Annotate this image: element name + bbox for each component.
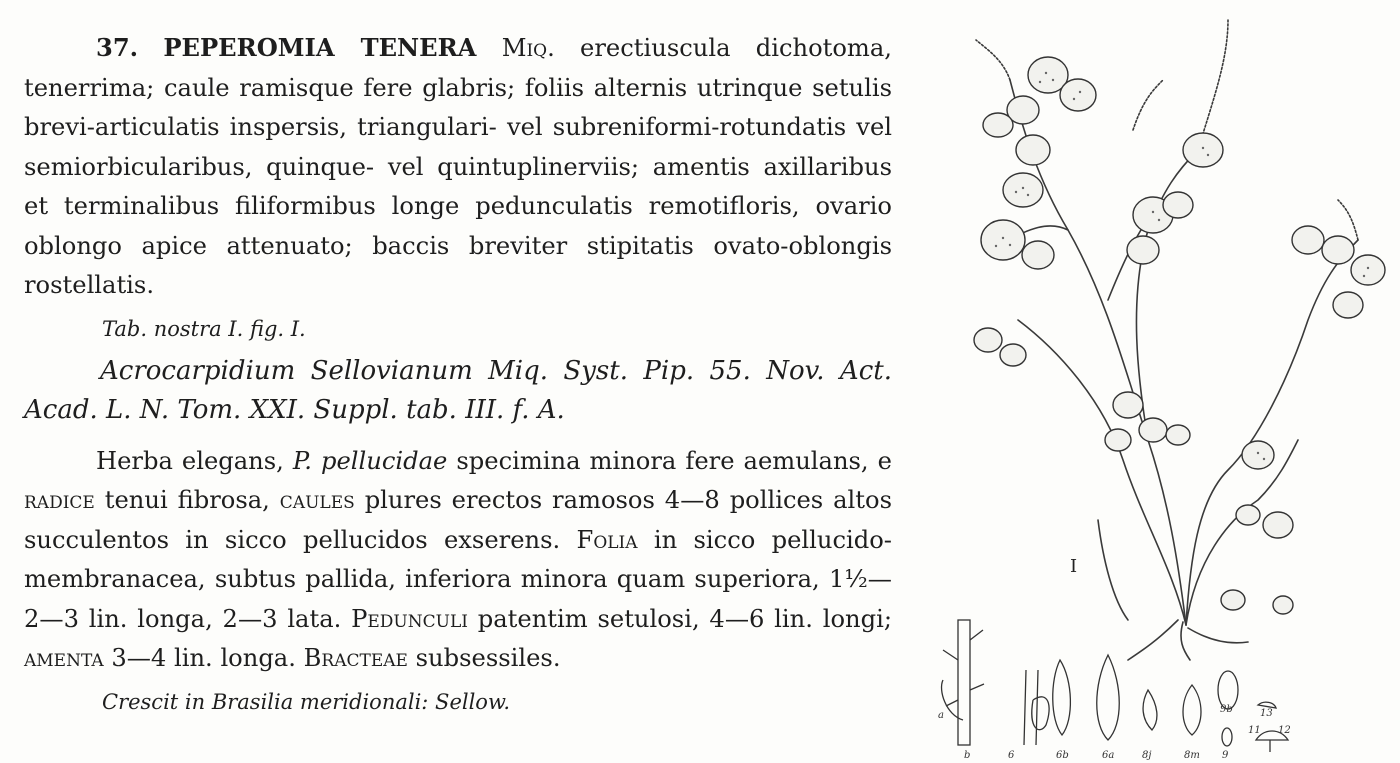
desc-term-bracteae: Bracteae [303, 644, 408, 672]
text-column [24, 28, 892, 717]
botanical-plate [928, 0, 1400, 763]
habitat-note: Crescit in Brasilia meridionali: Sellow. [102, 689, 511, 714]
desc-term-amenta: amenta [24, 644, 104, 672]
detail-label: a [938, 710, 944, 721]
stem-detail [958, 620, 970, 745]
detail-label: 9 [1222, 750, 1229, 761]
desc-text: 3—4 lin. longa. [111, 644, 296, 672]
detail-label: 9b [1220, 704, 1233, 715]
desc-species-ref: P. pellucidae [292, 446, 448, 475]
detail-label: b [964, 750, 971, 761]
diagnosis-text: erectiuscula dichotoma, tenerrima; caule ramisque fere glabris; foliis alternis utrinque setulis brevi-articulatis inspersis, triangulari- vel subreniformi-rotundatis vel semiorbicularibus, quinque- vel quintuplinerviis; amentis axillaribus et terminalibus filiformibus longe pedunculatis remotifloris, ovario oblongo apice attenuato; baccis breviter stipitatis ovato-oblongis rostellatis. [24, 34, 892, 299]
detail-label: 12 [1278, 725, 1291, 736]
desc-text: plures erectos ramosos 4—8 pollices altos succulentos in sicco pellucidos exserens. [24, 486, 892, 554]
desc-term-caules: caules [279, 486, 355, 514]
species-name: PEPEROMIA TENERA [163, 33, 477, 62]
tab-reference: Tab. nostra I. fig. I. [102, 316, 306, 341]
species-diagnosis [24, 28, 892, 306]
species-author: Miq. [501, 34, 555, 62]
desc-term-folia: Folia [576, 525, 638, 554]
desc-text: Herba elegans, [96, 446, 284, 475]
detail-label: 6 [1008, 750, 1015, 761]
desc-text: subsessiles. [415, 644, 561, 672]
detail-label: 13 [1260, 708, 1273, 719]
plant-illustration [928, 0, 1400, 763]
species-number: 37. [96, 33, 139, 62]
detail-label: 8j [1142, 750, 1152, 761]
description-paragraph [24, 442, 892, 679]
detail-label: 6a [1102, 750, 1115, 761]
detail-label: 8m [1184, 750, 1200, 761]
desc-term-pedunculi: Pedunculi [351, 604, 468, 633]
detail-label: 11 [1248, 725, 1261, 736]
figure-label: I [1070, 556, 1078, 577]
desc-text: in sicco pellucido-membranacea, subtus pallida, inferiora minora quam superiora, 1½—2—3 lin. longa, 2—3 lata. [24, 525, 892, 633]
desc-term-radice: radice [24, 486, 95, 514]
synonym-text: Acrocarpidium Sellovianum Miq. Syst. Pip. 55. Nov. Act. Acad. L. N. Tom. XXI. Suppl. tab. III. f. A. [24, 355, 892, 425]
desc-text: tenui fibrosa, [104, 486, 270, 514]
desc-text: patentim setulosi, 4—6 lin. longi; [477, 604, 892, 633]
synonym-citation [24, 352, 892, 430]
desc-text: specimina minora fere aemulans, e [456, 446, 892, 475]
detail-label: 6b [1056, 750, 1069, 761]
